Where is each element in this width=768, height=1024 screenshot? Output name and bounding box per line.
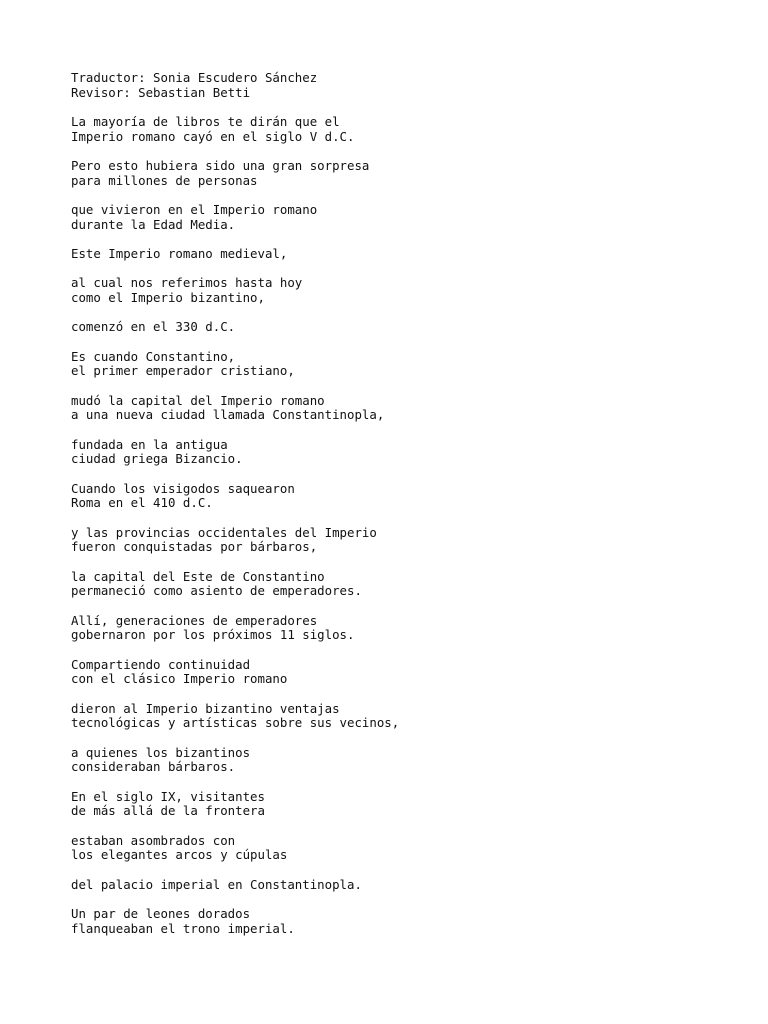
transcript-paragraph bbox=[71, 320, 731, 335]
transcript-paragraph bbox=[71, 746, 731, 775]
transcript-paragraph bbox=[71, 438, 731, 467]
text-line: para millones de personas bbox=[71, 172, 258, 188]
text-line: con el clásico Imperio romano bbox=[71, 671, 288, 687]
transcript-paragraph bbox=[71, 482, 731, 511]
transcript-paragraph bbox=[71, 115, 731, 144]
transcript-paragraph bbox=[71, 790, 731, 819]
transcript-paragraph bbox=[71, 702, 731, 731]
transcript-paragraph bbox=[71, 878, 731, 893]
text-line: dieron al Imperio bizantino ventajas bbox=[71, 700, 340, 716]
text-line: Cuando los visigodos saquearon bbox=[71, 480, 295, 496]
text-line: a quienes los bizantinos bbox=[71, 744, 251, 760]
text-line: comenzó en el 330 d.C. bbox=[71, 319, 236, 335]
transcript-paragraph bbox=[71, 526, 731, 555]
text-line: mudó la capital del Imperio romano bbox=[71, 392, 325, 408]
transcript-paragraph bbox=[71, 614, 731, 643]
document-page bbox=[71, 71, 731, 951]
transcript-paragraph bbox=[71, 276, 731, 305]
text-line: Roma en el 410 d.C. bbox=[71, 495, 213, 511]
text-line: La mayoría de libros te dirán que el bbox=[71, 113, 340, 129]
text-line: Imperio romano cayó en el siglo V d.C. bbox=[71, 128, 355, 144]
text-line: En el siglo IX, visitantes bbox=[71, 788, 265, 804]
text-line: que vivieron en el Imperio romano bbox=[71, 201, 318, 217]
transcript-paragraph bbox=[71, 394, 731, 423]
text-line: gobernaron por los próximos 11 siglos. bbox=[71, 627, 355, 643]
text-line: estaban asombrados con bbox=[71, 832, 236, 848]
text-line: la capital del Este de Constantino bbox=[71, 568, 325, 584]
text-line: ciudad griega Bizancio. bbox=[71, 451, 243, 467]
text-line: Un par de leones dorados bbox=[71, 905, 251, 921]
text-line: Pero esto hubiera sido una gran sorpresa bbox=[71, 157, 370, 173]
text-line: Es cuando Constantino, bbox=[71, 348, 236, 364]
transcript-paragraph bbox=[71, 658, 731, 687]
text-line: permaneció como asiento de emperadores. bbox=[71, 583, 362, 599]
transcript-paragraph bbox=[71, 907, 731, 936]
text-line: Este Imperio romano medieval, bbox=[71, 245, 288, 261]
transcript-paragraph bbox=[71, 203, 731, 232]
text-line: a una nueva ciudad llamada Constantinopla, bbox=[71, 407, 385, 423]
text-line: Compartiendo continuidad bbox=[71, 656, 251, 672]
text-line: de más allá de la frontera bbox=[71, 803, 265, 819]
transcript-paragraph bbox=[71, 570, 731, 599]
text-line: Revisor: Sebastian Betti bbox=[71, 84, 251, 100]
text-line: Traductor: Sonia Escudero Sánchez bbox=[71, 70, 318, 85]
text-line: al cual nos referimos hasta hoy bbox=[71, 275, 303, 291]
text-line: consideraban bárbaros. bbox=[71, 759, 236, 775]
transcript-paragraph bbox=[71, 247, 731, 262]
text-line: fundada en la antigua bbox=[71, 436, 228, 452]
text-line: como el Imperio bizantino, bbox=[71, 289, 265, 305]
text-line: y las provincias occidentales del Imperio bbox=[71, 524, 377, 540]
text-line: el primer emperador cristiano, bbox=[71, 363, 295, 379]
transcript-paragraph bbox=[71, 159, 731, 188]
transcript-paragraph bbox=[71, 350, 731, 379]
text-line: durante la Edad Media. bbox=[71, 216, 236, 232]
credits-block bbox=[71, 71, 731, 100]
text-line: flanqueaban el trono imperial. bbox=[71, 920, 295, 936]
text-line: los elegantes arcos y cúpulas bbox=[71, 847, 288, 863]
text-line: del palacio imperial en Constantinopla. bbox=[71, 876, 362, 892]
text-line: Allí, generaciones de emperadores bbox=[71, 612, 318, 628]
text-line: tecnológicas y artísticas sobre sus vecinos, bbox=[71, 715, 400, 731]
transcript-paragraph bbox=[71, 834, 731, 863]
text-line: fueron conquistadas por bárbaros, bbox=[71, 539, 318, 555]
